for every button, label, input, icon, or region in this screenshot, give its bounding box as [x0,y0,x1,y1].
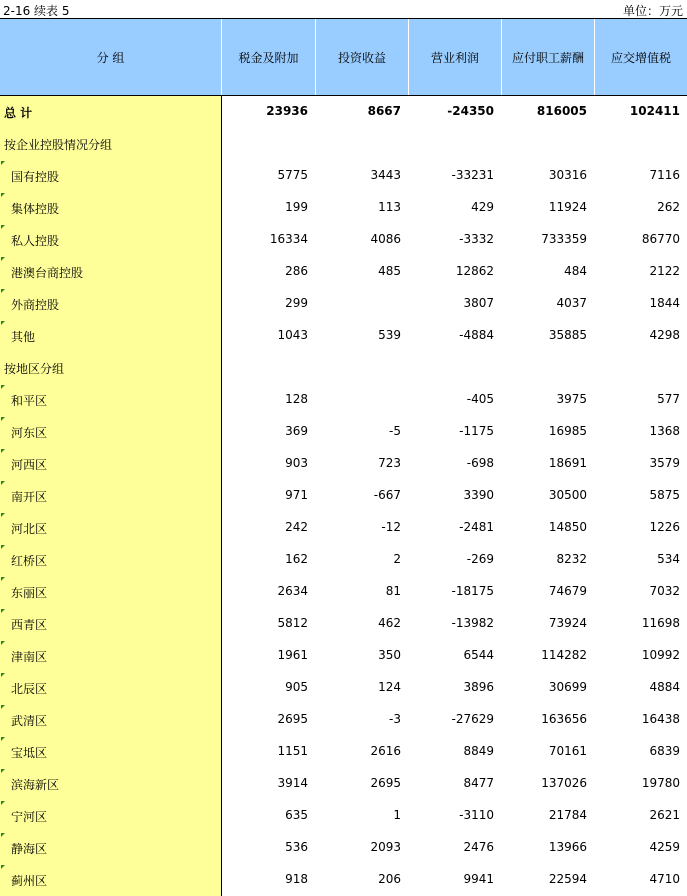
value-cell: 6839 [649,744,680,758]
cell-marker-icon [1,481,5,485]
value-cell: 816005 [536,104,587,118]
row-label: 津南区 [11,650,48,664]
value-cell: 35885 [548,328,587,342]
value-cell: -5 [389,424,401,438]
value-cell: 7116 [649,168,680,182]
value-cell: 4298 [649,328,680,342]
value-cell: 4086 [370,232,401,246]
table-row [0,416,687,448]
value-cell: 369 [285,424,308,438]
header-payroll-payable: 应付职工薪酬 [501,19,594,95]
row-label: 静海区 [11,842,48,856]
cell-marker-icon [1,545,5,549]
table-body [0,96,687,896]
value-cell: 162 [285,552,308,566]
section-row [0,352,687,384]
header-vat-payable: 应交增值税 [594,19,687,95]
value-cell: 539 [378,328,401,342]
value-cell: -27629 [451,712,494,726]
value-cell: 299 [285,296,308,310]
value-cell: 534 [657,552,680,566]
value-cell: 4710 [649,872,680,886]
value-cell: 8477 [463,776,494,790]
cell-marker-icon [1,577,5,581]
value-cell: 2122 [649,264,680,278]
value-cell: 2621 [649,808,680,822]
table-row [0,192,687,224]
table-row [0,320,687,352]
value-cell: 5875 [649,488,680,502]
value-cell: 4037 [556,296,587,310]
table-row [0,672,687,704]
cell-marker-icon [1,801,5,805]
value-cell: -698 [466,456,494,470]
value-cell: -3 [389,712,401,726]
header-operating-profit: 营业利润 [408,19,501,95]
cell-marker-icon [1,385,5,389]
cell-marker-icon [1,865,5,869]
cell-marker-icon [1,609,5,613]
value-cell: 8849 [463,744,494,758]
cell-marker-icon [1,705,5,709]
table-row [0,480,687,512]
value-cell: 2616 [370,744,401,758]
row-label: 滨海新区 [11,778,60,792]
value-cell: 128 [285,392,308,406]
row-label: 按地区分组 [4,362,65,376]
row-label: 其他 [11,330,36,344]
value-cell: 903 [285,456,308,470]
row-label: 和平区 [11,394,48,408]
table-header [0,19,687,95]
value-cell: -13982 [451,616,494,630]
row-label: 港澳台商控股 [11,266,84,280]
value-cell: 2695 [277,712,308,726]
value-cell: 11924 [548,200,587,214]
cell-marker-icon [1,417,5,421]
table-row [0,448,687,480]
table-row [0,224,687,256]
value-cell: 124 [378,680,401,694]
table-row [0,832,687,864]
cell-marker-icon [1,193,5,197]
value-cell: 13966 [548,840,587,854]
value-cell: 8667 [367,104,401,118]
header-group: 分 组 [96,50,125,65]
value-cell: -3332 [459,232,494,246]
value-cell: -12 [381,520,401,534]
table-row [0,736,687,768]
value-cell: -18175 [451,584,494,598]
table-row [0,768,687,800]
value-cell: 10992 [641,648,680,662]
value-cell: -2481 [459,520,494,534]
value-cell: 1151 [277,744,308,758]
value-cell: 6544 [463,648,494,662]
value-cell: 262 [657,200,680,214]
table-row [0,512,687,544]
value-cell: 3390 [463,488,494,502]
value-cell: 14850 [548,520,587,534]
row-label: 宁河区 [11,810,48,824]
value-cell: 485 [378,264,401,278]
cell-marker-icon [1,641,5,645]
table-row [0,608,687,640]
value-cell: 462 [378,616,401,630]
cell-marker-icon [1,769,5,773]
value-cell: 86770 [641,232,680,246]
row-label: 宝坻区 [11,746,48,760]
value-cell: 1226 [649,520,680,534]
value-cell: 350 [378,648,401,662]
cell-marker-icon [1,833,5,837]
value-cell: 4259 [649,840,680,854]
table-row [0,640,687,672]
value-cell: 18691 [548,456,587,470]
cell-marker-icon [1,449,5,453]
row-label: 河东区 [11,426,48,440]
value-cell: 16985 [548,424,587,438]
value-cell: 484 [564,264,587,278]
value-cell: 30500 [548,488,587,502]
value-cell: 5775 [277,168,308,182]
table-row [0,160,687,192]
table-row [0,288,687,320]
value-cell: 2634 [277,584,308,598]
value-cell: 1 [393,808,401,822]
value-cell: 429 [471,200,494,214]
value-cell: 16334 [269,232,308,246]
value-cell: 1844 [649,296,680,310]
value-cell: 8232 [556,552,587,566]
value-cell: 9941 [463,872,494,886]
value-cell: 1368 [649,424,680,438]
row-label: 蓟州区 [11,874,48,888]
value-cell: 73924 [548,616,587,630]
cell-marker-icon [1,289,5,293]
value-cell: -405 [466,392,494,406]
value-cell: 2 [393,552,401,566]
value-cell: 70161 [548,744,587,758]
value-cell: 3896 [463,680,494,694]
value-cell: 2695 [370,776,401,790]
cell-marker-icon [1,673,5,677]
row-label: 外商控股 [11,298,60,312]
value-cell: 3807 [463,296,494,310]
table-row [0,384,687,416]
title-bar [0,0,687,19]
value-cell: 163656 [541,712,587,726]
value-cell: -1175 [459,424,494,438]
cell-marker-icon [1,513,5,517]
row-label: 红桥区 [11,554,48,568]
value-cell: 23936 [266,104,308,118]
value-cell: 102411 [629,104,680,118]
row-label: 武清区 [11,714,48,728]
value-cell: -4884 [459,328,494,342]
row-label: 北辰区 [11,682,48,696]
cell-marker-icon [1,321,5,325]
table-number: 2-16 续表 5 [3,4,70,18]
value-cell: 723 [378,456,401,470]
value-cell: 19780 [641,776,680,790]
table-row [0,864,687,896]
value-cell: 11698 [641,616,680,630]
cell-marker-icon [1,161,5,165]
unit-label: 单位：万元 [622,4,683,18]
value-cell: 3914 [277,776,308,790]
value-cell: 16438 [641,712,680,726]
cell-marker-icon [1,257,5,261]
row-label: 私人控股 [11,234,60,248]
cell-marker-icon [1,737,5,741]
total-row [0,96,687,128]
value-cell: -3110 [459,808,494,822]
table-row [0,544,687,576]
value-cell: 113 [378,200,401,214]
value-cell: 577 [657,392,680,406]
row-label: 南开区 [11,490,48,504]
value-cell: -24350 [447,104,494,118]
value-cell: 30316 [548,168,587,182]
value-cell: -33231 [451,168,494,182]
value-cell: 30699 [548,680,587,694]
table-row [0,256,687,288]
section-row [0,128,687,160]
value-cell: 12862 [455,264,494,278]
value-cell: 1043 [277,328,308,342]
value-cell: 22594 [548,872,587,886]
value-cell: 3443 [370,168,401,182]
row-label: 东丽区 [11,586,48,600]
value-cell: 905 [285,680,308,694]
value-cell: -667 [373,488,401,502]
table-row [0,800,687,832]
value-cell: 2093 [370,840,401,854]
header-investment-income: 投资收益 [315,19,408,95]
value-cell: 971 [285,488,308,502]
value-cell: 114282 [541,648,587,662]
row-label: 河北区 [11,522,48,536]
value-cell: 635 [285,808,308,822]
value-cell: 4884 [649,680,680,694]
row-label: 国有控股 [11,170,60,184]
cell-marker-icon [1,225,5,229]
row-label: 按企业控股情况分组 [4,138,113,152]
value-cell: 3975 [556,392,587,406]
row-label: 河西区 [11,458,48,472]
table-row [0,576,687,608]
value-cell: 5812 [277,616,308,630]
value-cell: -269 [466,552,494,566]
value-cell: 206 [378,872,401,886]
value-cell: 242 [285,520,308,534]
table-row [0,704,687,736]
value-cell: 918 [285,872,308,886]
value-cell: 21784 [548,808,587,822]
value-cell: 74679 [548,584,587,598]
row-label: 总 计 [4,106,33,120]
row-label: 西青区 [11,618,48,632]
header-tax-surcharge: 税金及附加 [221,19,315,95]
value-cell: 137026 [541,776,587,790]
value-cell: 536 [285,840,308,854]
value-cell: 2476 [463,840,494,854]
value-cell: 1961 [277,648,308,662]
value-cell: 199 [285,200,308,214]
value-cell: 286 [285,264,308,278]
value-cell: 81 [385,584,401,598]
value-cell: 7032 [649,584,680,598]
value-cell: 733359 [541,232,587,246]
row-label: 集体控股 [11,202,60,216]
value-cell: 3579 [649,456,680,470]
